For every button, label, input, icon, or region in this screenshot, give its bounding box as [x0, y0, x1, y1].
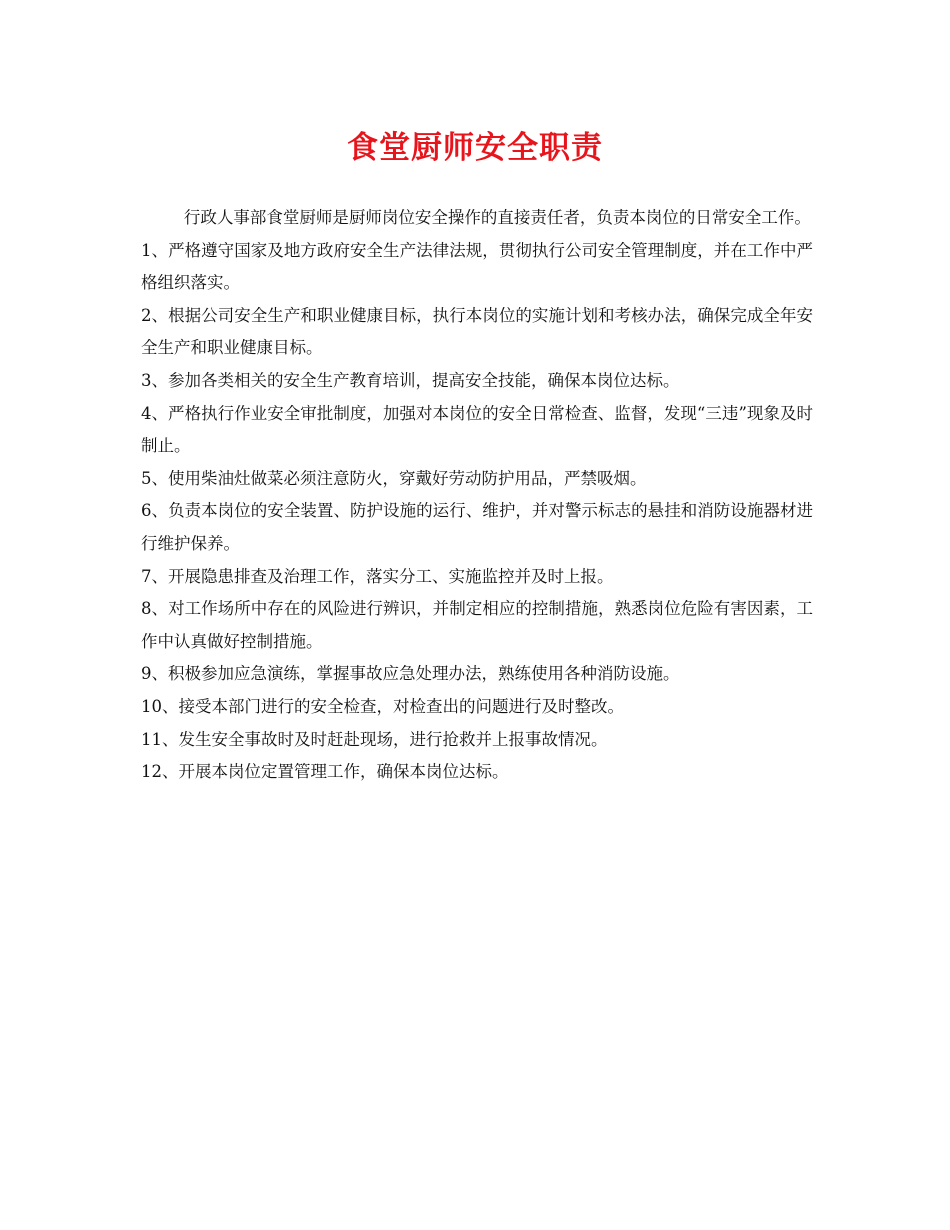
duty-item-8: 8、对工作场所中存在的风险进行辨识，并制定相应的控制措施，熟悉岗位危险有害因素，工作中认真做好控制措施。	[141, 599, 813, 651]
duty-item-9: 9、积极参加应急演练，掌握事故应急处理办法，熟练使用各种消防设施。	[141, 664, 680, 684]
intro-paragraph: 行政人事部食堂厨师是厨师岗位安全操作的直接责任者，负责本岗位的日常安全工作。	[183, 208, 811, 227]
document-body	[141, 202, 813, 789]
duty-item-3: 3、参加各类相关的安全生产教育培训，提高安全技能，确保本岗位达标。	[141, 370, 680, 390]
duty-item-2: 2、根据公司安全生产和职业健康目标，执行本岗位的实施计划和考核办法，确保完成全年安全生产和职业健康目标。	[141, 305, 813, 358]
duty-item-4: 4、严格执行作业安全审批制度，加强对本岗位的安全日常检查、监督，发现“三违”现象及时制止。	[141, 403, 813, 456]
document-title: 食堂厨师安全职责	[347, 130, 603, 166]
duty-item-10: 10、接受本部门进行的安全检查，对检查出的问题进行及时整改。	[141, 696, 624, 716]
duty-item-11: 11、发生安全事故时及时赶赴现场，进行抢救并上报事故情况。	[141, 729, 608, 749]
duty-item-12: 12、开展本岗位定置管理工作，确保本岗位达标。	[141, 762, 509, 782]
duty-item-1: 1、严格遵守国家及地方政府安全生产法律法规，贯彻执行公司安全管理制度，并在工作中严格组织落实。	[141, 240, 813, 293]
duty-item-5: 5、使用柴油灶做菜必须注意防火，穿戴好劳动防护用品，严禁吸烟。	[141, 468, 647, 488]
duty-item-6: 6、负责本岗位的安全装置、防护设施的运行、维护，并对警示标志的悬挂和消防设施器材进行维护保养。	[141, 501, 813, 553]
duty-item-7: 7、开展隐患排查及治理工作，落实分工、实施监控并及时上报。	[141, 566, 614, 586]
